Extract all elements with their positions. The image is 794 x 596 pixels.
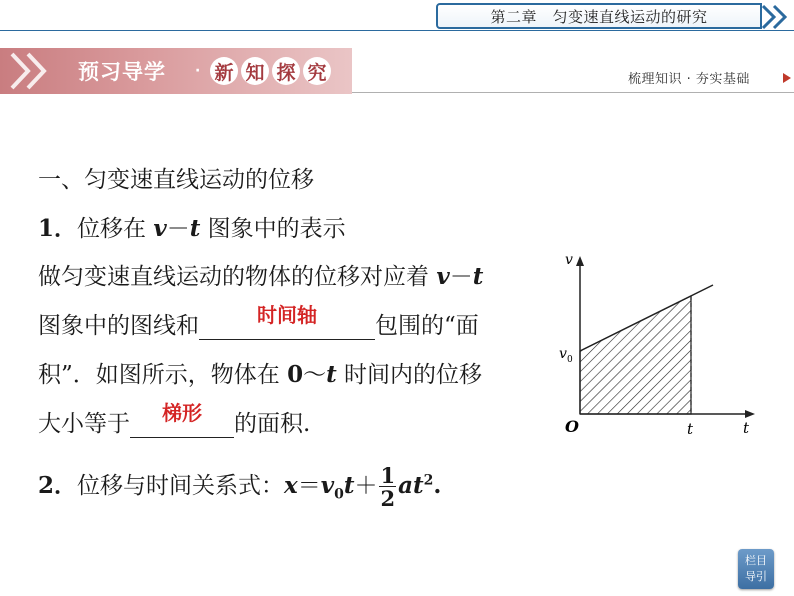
v0-sub: 0 bbox=[567, 355, 573, 365]
para-l1dash: － bbox=[449, 264, 473, 290]
section-dot: · bbox=[195, 63, 201, 79]
formula-x: x bbox=[284, 472, 298, 499]
para-l4a: 大小等于 bbox=[38, 411, 130, 437]
badge-xin: 新 bbox=[210, 57, 238, 85]
badge-tan: 探 bbox=[272, 57, 300, 85]
trapezoid-area bbox=[580, 296, 691, 414]
section-underline bbox=[352, 92, 794, 93]
item2-number: 2． bbox=[38, 472, 78, 499]
item1-title-t: t bbox=[189, 215, 201, 242]
y-axis-label: v bbox=[565, 252, 573, 268]
v0-label: v bbox=[559, 346, 567, 362]
item1-number: 1． bbox=[38, 215, 78, 242]
item1-title bbox=[38, 210, 346, 243]
formula-fraction bbox=[379, 465, 396, 509]
formula-eq: ＝ bbox=[297, 473, 321, 499]
para-l2b: 包围的“面 bbox=[375, 313, 479, 339]
para-l4b: 的面积. bbox=[234, 411, 311, 437]
item1-title-dash: － bbox=[166, 216, 190, 242]
para-line-2 bbox=[38, 303, 479, 340]
double-chevron-right-icon bbox=[760, 2, 792, 32]
chapter-title-bar bbox=[436, 3, 762, 29]
formula-t: t bbox=[343, 472, 355, 499]
badge-jiu: 究 bbox=[303, 57, 331, 85]
para-l1v: v bbox=[436, 263, 450, 290]
answer-blank-2 bbox=[130, 401, 234, 438]
vt-graph bbox=[555, 248, 770, 438]
para-line-3 bbox=[38, 356, 482, 389]
item2-text: 位移与时间关系式： bbox=[77, 473, 285, 499]
para-l1a: 做匀变速直线运动的物体的位移对应着 bbox=[38, 264, 437, 290]
x-axis-label: t bbox=[743, 419, 750, 437]
para-l3tilde: ～ bbox=[303, 362, 327, 388]
para-line-1 bbox=[38, 258, 483, 291]
para-l3t: t bbox=[326, 361, 337, 388]
fraction-denominator: 2 bbox=[380, 486, 396, 511]
header-divider bbox=[0, 30, 794, 31]
para-line-4 bbox=[38, 401, 311, 438]
para-l2a: 图象中的图线和 bbox=[38, 313, 199, 339]
origin-label: O bbox=[565, 417, 579, 436]
item1-title-v: v bbox=[153, 215, 167, 242]
nav-line-2: 导引 bbox=[745, 570, 767, 583]
nav-guide-button[interactable] bbox=[738, 549, 774, 589]
formula-at: at bbox=[398, 472, 424, 499]
formula-period: . bbox=[433, 472, 442, 499]
formula-sup2: 2 bbox=[423, 472, 434, 489]
section-label: 预习导学 bbox=[78, 60, 166, 84]
para-l3b: 时间内的位移 bbox=[336, 362, 483, 388]
answer-2: 梯形 bbox=[162, 401, 202, 425]
formula-v: v bbox=[320, 472, 335, 499]
content-heading: 一、匀变速直线运动的位移 bbox=[38, 167, 314, 193]
answer-1: 时间轴 bbox=[257, 303, 317, 327]
para-l3a: 积”．如图所示，物体在 bbox=[38, 362, 288, 388]
triangle-right-icon bbox=[782, 72, 792, 84]
item1-title-b: 图象中的表示 bbox=[200, 216, 346, 242]
t-tick-label: t bbox=[687, 420, 694, 438]
para-l1t: t bbox=[472, 263, 484, 290]
nav-line-1: 栏目 bbox=[745, 554, 767, 567]
answer-blank-1 bbox=[199, 303, 375, 340]
ribbon-chevron-icon bbox=[4, 48, 68, 94]
fraction-numerator: 1 bbox=[380, 463, 396, 488]
badge-zhi: 知 bbox=[241, 57, 269, 85]
item1-title-a: 位移在 bbox=[77, 216, 154, 242]
x-axis-arrow bbox=[745, 410, 755, 418]
para-l3zero: 0 bbox=[287, 361, 304, 388]
formula-plus: ＋ bbox=[354, 473, 378, 499]
section-badges bbox=[210, 57, 331, 85]
item2-formula bbox=[38, 465, 441, 509]
chapter-title: 第二章 匀变速直线运动的研究 bbox=[490, 7, 708, 26]
formula-sub0: 0 bbox=[334, 486, 344, 503]
section-right-tag: 梳理知识 · 夯实基础 bbox=[628, 72, 750, 87]
y-axis-arrow bbox=[576, 256, 584, 266]
